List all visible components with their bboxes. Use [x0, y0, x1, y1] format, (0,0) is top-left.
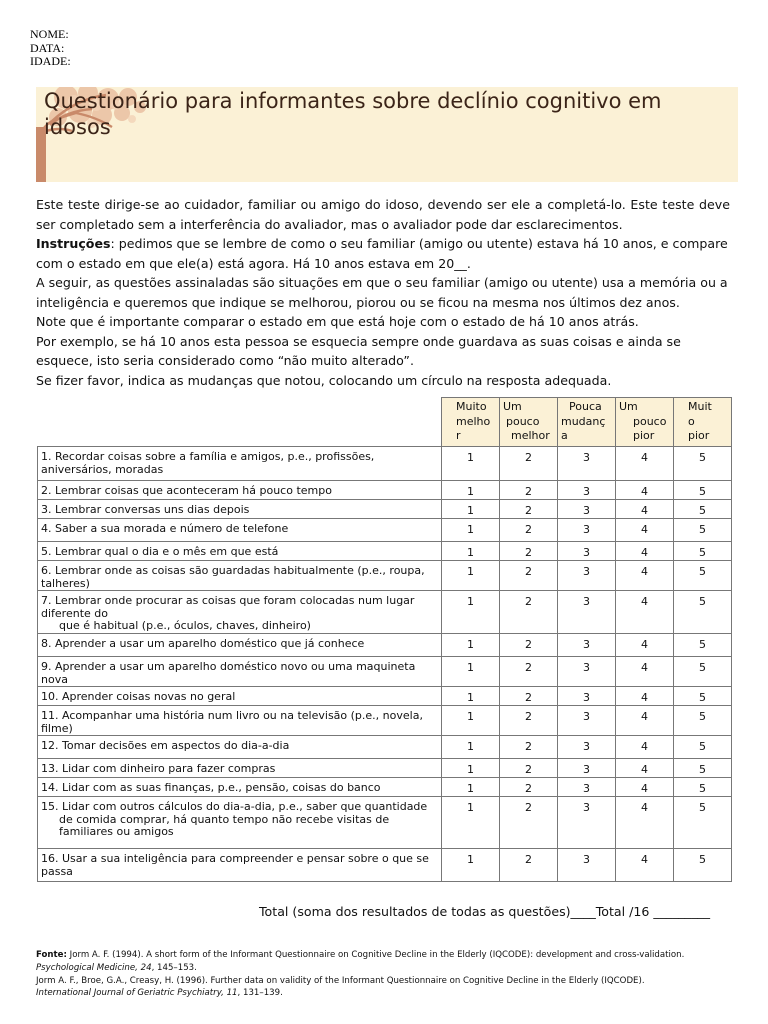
- intro-text: [36, 195, 730, 390]
- score-option-1[interactable]: 1: [442, 759, 500, 778]
- score-option-4[interactable]: 4: [616, 797, 674, 849]
- references: [36, 949, 736, 1000]
- score-option-1[interactable]: 1: [442, 657, 500, 687]
- table-row: [38, 542, 732, 561]
- question-text: 11. Acompanhar uma história num livro ou na televisão (p.e., novela, filme): [38, 706, 442, 736]
- score-option-3[interactable]: 3: [558, 634, 616, 657]
- score-option-1[interactable]: 1: [442, 519, 500, 542]
- score-option-4[interactable]: 4: [616, 778, 674, 797]
- intro-paragraph: Note que é importante comparar o estado em que está hoje com o estado de há 10 anos atrás.: [36, 314, 639, 329]
- intro-paragraph: A seguir, as questões assinaladas são situações em que o seu familiar (amigo ou utente) usa a memória ou a inteligência e queremos que indique se melhorou, piorou ou se ficou na mesma nos últimos dez anos.: [36, 275, 728, 310]
- score-option-3[interactable]: 3: [558, 759, 616, 778]
- question-text: 14. Lidar com as suas finanças, p.e., pensão, coisas do banco: [38, 778, 442, 797]
- score-option-1[interactable]: 1: [442, 687, 500, 706]
- score-option-3[interactable]: 3: [558, 687, 616, 706]
- table-row: [38, 849, 732, 882]
- table-row: [38, 447, 732, 481]
- table-row: [38, 778, 732, 797]
- score-option-4[interactable]: 4: [616, 500, 674, 519]
- score-option-5[interactable]: 5: [674, 481, 732, 500]
- page-title: Questionário para informantes sobre declínio cognitivo em idosos: [44, 89, 662, 139]
- score-option-2[interactable]: 2: [500, 447, 558, 481]
- score-option-5[interactable]: 5: [674, 500, 732, 519]
- score-option-1[interactable]: 1: [442, 736, 500, 759]
- score-option-2[interactable]: 2: [500, 634, 558, 657]
- score-option-2[interactable]: 2: [500, 759, 558, 778]
- score-option-4[interactable]: 4: [616, 759, 674, 778]
- score-option-3[interactable]: 3: [558, 706, 616, 736]
- score-option-3[interactable]: 3: [558, 481, 616, 500]
- table-header-row: [38, 398, 732, 447]
- score-option-2[interactable]: 2: [500, 849, 558, 882]
- score-option-2[interactable]: 2: [500, 519, 558, 542]
- score-option-2[interactable]: 2: [500, 778, 558, 797]
- score-option-1[interactable]: 1: [442, 706, 500, 736]
- score-option-2[interactable]: 2: [500, 797, 558, 849]
- table-row: [38, 634, 732, 657]
- question-text: 8. Aprender a usar um aparelho doméstico que já conhece: [38, 634, 442, 657]
- header-spacer: [38, 398, 442, 447]
- score-option-2[interactable]: 2: [500, 481, 558, 500]
- question-text: 16. Usar a sua inteligência para compreender e pensar sobre o que se passa: [38, 849, 442, 882]
- score-option-2[interactable]: 2: [500, 657, 558, 687]
- score-option-5[interactable]: 5: [674, 759, 732, 778]
- score-option-3[interactable]: 3: [558, 657, 616, 687]
- header-muito-pior: Muit o pior: [674, 398, 732, 447]
- question-text: 10. Aprender coisas novas no geral: [38, 687, 442, 706]
- score-option-4[interactable]: 4: [616, 736, 674, 759]
- score-option-3[interactable]: 3: [558, 500, 616, 519]
- score-option-2[interactable]: 2: [500, 687, 558, 706]
- score-option-5[interactable]: 5: [674, 591, 732, 634]
- instructions-label: Instruções: [36, 236, 111, 251]
- score-option-2[interactable]: 2: [500, 500, 558, 519]
- question-text: 13. Lidar com dinheiro para fazer compras: [38, 759, 442, 778]
- score-option-5[interactable]: 5: [674, 447, 732, 481]
- score-option-2[interactable]: 2: [500, 736, 558, 759]
- score-option-3[interactable]: 3: [558, 849, 616, 882]
- score-option-5[interactable]: 5: [674, 849, 732, 882]
- score-option-5[interactable]: 5: [674, 542, 732, 561]
- score-option-4[interactable]: 4: [616, 657, 674, 687]
- question-text: 1. Recordar coisas sobre a família e amigos, p.e., profissões, aniversários, moradas: [38, 447, 442, 481]
- score-option-1[interactable]: 1: [442, 778, 500, 797]
- score-option-3[interactable]: 3: [558, 736, 616, 759]
- score-option-3[interactable]: 3: [558, 447, 616, 481]
- score-option-5[interactable]: 5: [674, 657, 732, 687]
- table-row: [38, 657, 732, 687]
- question-text: 7. Lembrar onde procurar as coisas que foram colocadas num lugar diferente do que é habitual (p.e., óculos, chaves, dinheiro): [38, 591, 442, 634]
- references-label: Fonte:: [36, 950, 67, 960]
- reference-1: Fonte: Jorm A. F. (1994). A short form of the Informant Questionnaire on Cognitive Decline in the Elderly (IQCODE): development and cross-validation. Psychological Medicine, 24, 145–153.: [36, 950, 685, 973]
- intro-paragraph: Por exemplo, se há 10 anos esta pessoa se esquecia sempre onde guardava as suas coisas e ainda se esquece, isto seria considerado como “não muito alterado”.: [36, 333, 681, 368]
- header-muito-melhor: Muito melho r: [442, 398, 500, 447]
- table-row: [38, 797, 732, 849]
- patient-header-fields: [30, 28, 71, 69]
- score-option-1[interactable]: 1: [442, 561, 500, 591]
- title-banner: [36, 87, 738, 182]
- score-option-2[interactable]: 2: [500, 591, 558, 634]
- score-option-3[interactable]: 3: [558, 561, 616, 591]
- score-option-4[interactable]: 4: [616, 561, 674, 591]
- name-label: NOME:: [30, 27, 69, 41]
- table-row: [38, 519, 732, 542]
- score-option-4[interactable]: 4: [616, 849, 674, 882]
- score-option-2[interactable]: 2: [500, 542, 558, 561]
- table-row: [38, 500, 732, 519]
- question-text: 5. Lembrar qual o dia e o mês em que está: [38, 542, 442, 561]
- question-text: 3. Lembrar conversas uns dias depois: [38, 500, 442, 519]
- question-text: 6. Lembrar onde as coisas são guardadas habitualmente (p.e., roupa, talheres): [38, 561, 442, 591]
- score-option-2[interactable]: 2: [500, 561, 558, 591]
- header-pouca-mudanca: Pouca mudanç a: [558, 398, 616, 447]
- score-option-4[interactable]: 4: [616, 481, 674, 500]
- score-option-1[interactable]: 1: [442, 542, 500, 561]
- table-row: [38, 706, 732, 736]
- score-option-4[interactable]: 4: [616, 687, 674, 706]
- age-label: IDADE:: [30, 54, 71, 68]
- table-row: [38, 591, 732, 634]
- question-text: 2. Lembrar coisas que aconteceram há pouco tempo: [38, 481, 442, 500]
- score-option-5[interactable]: 5: [674, 797, 732, 849]
- score-option-5[interactable]: 5: [674, 519, 732, 542]
- score-option-1[interactable]: 1: [442, 500, 500, 519]
- score-option-4[interactable]: 4: [616, 634, 674, 657]
- table-row: [38, 561, 732, 591]
- total-score-line[interactable]: Total (soma dos resultados de todas as questões)____Total /16 _________: [259, 904, 711, 919]
- header-um-pouco-pior: Um pouco pior: [616, 398, 674, 447]
- score-option-1[interactable]: 1: [442, 481, 500, 500]
- question-text: 15. Lidar com outros cálculos do dia-a-dia, p.e., saber que quantidade de comida comprar, há quanto tempo não recebe visitas de familiares ou amigos: [38, 797, 442, 849]
- header-um-pouco-melhor: Um pouco melhor: [500, 398, 558, 447]
- score-option-4[interactable]: 4: [616, 706, 674, 736]
- table-row: [38, 481, 732, 500]
- table-row: [38, 736, 732, 759]
- score-option-5[interactable]: 5: [674, 687, 732, 706]
- date-label: DATA:: [30, 40, 65, 55]
- score-option-3[interactable]: 3: [558, 591, 616, 634]
- questionnaire-table: [37, 397, 732, 882]
- score-option-3[interactable]: 3: [558, 797, 616, 849]
- score-option-4[interactable]: 4: [616, 542, 674, 561]
- score-option-5[interactable]: 5: [674, 778, 732, 797]
- score-option-5[interactable]: 5: [674, 634, 732, 657]
- intro-paragraph: Se fizer favor, indica as mudanças que notou, colocando um círculo na resposta adequada.: [36, 372, 612, 388]
- score-option-1[interactable]: 1: [442, 849, 500, 882]
- score-option-4[interactable]: 4: [616, 591, 674, 634]
- score-option-3[interactable]: 3: [558, 542, 616, 561]
- question-text: 4. Saber a sua morada e número de telefone: [38, 519, 442, 542]
- question-text: 12. Tomar decisões em aspectos do dia-a-dia: [38, 736, 442, 759]
- score-option-4[interactable]: 4: [616, 447, 674, 481]
- question-text: 9. Aprender a usar um aparelho doméstico novo ou uma maquineta nova: [38, 657, 442, 687]
- score-option-1[interactable]: 1: [442, 591, 500, 634]
- instructions-text: : pedimos que se lembre de como o seu familiar (amigo ou utente) estava há 10 anos, e compare com o estado em que ele(a) está agora. Há 10 anos estava em 20__.: [36, 236, 728, 271]
- table-row: [38, 687, 732, 706]
- score-option-2[interactable]: 2: [500, 706, 558, 736]
- score-option-3[interactable]: 3: [558, 778, 616, 797]
- score-option-1[interactable]: 1: [442, 447, 500, 481]
- reference-2: Jorm A. F., Broe, G.A., Creasy, H. (1996). Further data on validity of the Informant Questionnaire on Cognitive Decline in the Elderly (IQCODE). International Journal of Geriatric Psychiatry, 11, 131–139.: [36, 975, 645, 999]
- score-option-5[interactable]: 5: [674, 561, 732, 591]
- score-option-3[interactable]: 3: [558, 519, 616, 542]
- score-option-1[interactable]: 1: [442, 797, 500, 849]
- score-option-1[interactable]: 1: [442, 634, 500, 657]
- score-option-5[interactable]: 5: [674, 706, 732, 736]
- score-option-5[interactable]: 5: [674, 736, 732, 759]
- score-option-4[interactable]: 4: [616, 519, 674, 542]
- instructions-paragraph: [36, 234, 730, 273]
- table-row: [38, 759, 732, 778]
- intro-paragraph: Este teste dirige-se ao cuidador, familiar ou amigo do idoso, devendo ser ele a completá-lo. Este teste deve ser completado sem a interferência do avaliador, mas o avaliador pode dar esclarecimentos.: [36, 197, 730, 232]
